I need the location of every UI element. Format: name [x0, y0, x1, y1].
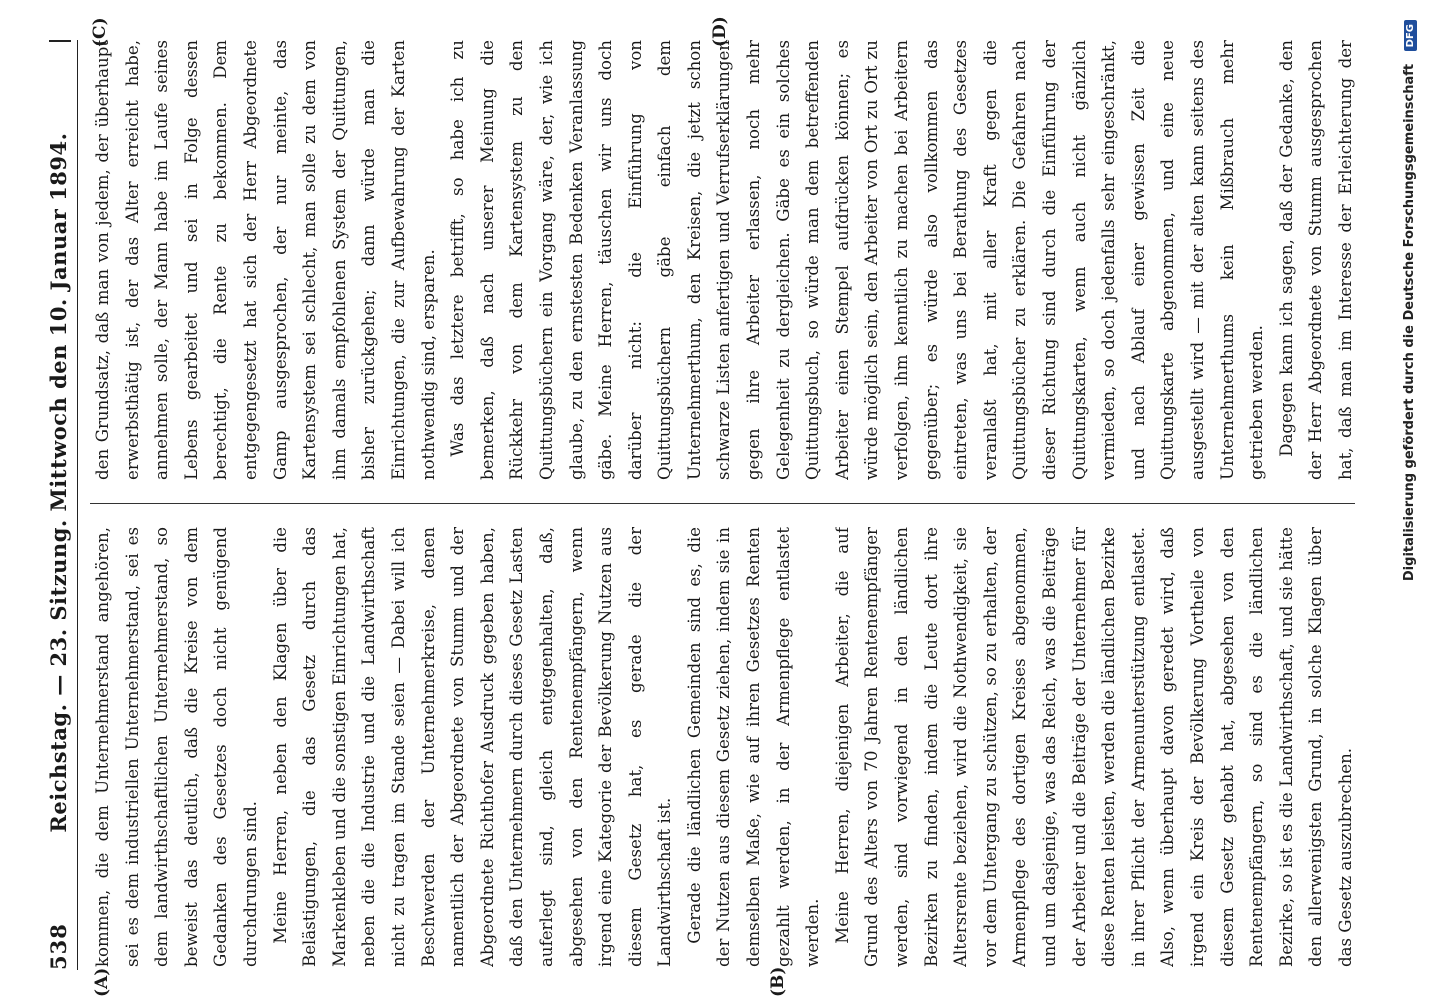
paragraph: Dagegen kann ich sagen, daß der Gedanke, den der Herr Abgeordnete von Stumm ausgesprochen hat, daß man im Interesse der Erleichterung der: [1276, 40, 1355, 480]
digitization-imprint: [1396, 20, 1426, 980]
document-page: [30, 16, 1410, 997]
imprint-text: Digitalisierung gefördert durch die Deutsche Forschungsgemeinschaft: [1402, 63, 1417, 582]
title-separator: —: [46, 674, 71, 696]
column-divider: [90, 503, 1355, 504]
paragraph: Was das letztere betrifft, so habe ich zu bemerken, daß nach unserer Meinung die Rückkehr von dem Kartensystem zu den Quittungsbüchern ein Vorgang wäre, der, wie ich glaube, zu den ernstesten Bedenken Veranlassung gäbe. Meine Herren, täuschen wir uns doch darüber nicht: die Einführung von Quittungsbüchern gäbe einfach dem Unternehmerthum, den Kreisen, die jetzt schon schwarze Listen anfertigen und Verrufserklärungen gegen ihre Arbeiter erlassen, noch mehr Gelegenheit zu dergleichen. Gäbe es ein solches Quittungsbuch, so würde man dem betreffenden Arbeiter einen Stempel aufdrücken können; es würde möglich sein, den Arbeiter von Ort zu Ort zu verfolgen, ihm kenntlich zu machen bei Arbeitern gegenüber; es würde also vollkommen das eintreten, was uns bei Berathung des Gesetzes veranlaßt hat, mit aller Kraft gegen die Quittungsbücher zu erklären. Die Gefahren nach dieser Richtung sind durch die Einführung der Quittungskarten, wenn auch nicht gänzlich vermieden, so doch jedenfalls sehr eingeschränkt, und nach Ablauf einer gewissen Zeit die Quittungskarte abgenommen, und eine neue ausgestellt wird — mit der alten kann seitens des Unternehmerthums kein Mißbrauch mehr getrieben werden.: [448, 40, 1267, 480]
page-header: [38, 40, 78, 970]
paragraph: Meine Herren, neben den Klagen über die Belästigungen, die das Gesetz durch das Markenkleben und die sonstigen Einrichtungen hat, neben die die Industrie und die Landwirthschaft nicht zu tragen im Stande seien — Dabei will ich Beschwerden der Unternehmerkreise, denen namentlich der Abgeordnete von Stumm und der Abgeordnete Richthofer Ausdruck gegeben haben, daß den Unternehmern durch dieses Gesetz Lasten auferlegt sind, gleich entgegenhalten, daß, abgesehen von den Rentenempfängern, wenn irgend eine Kategorie der Bevölkerung Nutzen aus diesem Gesetz hat, es gerade die der Landwirthschaft ist.: [270, 527, 675, 967]
margin-mark-c: (C): [90, 17, 110, 47]
page-number: 538: [46, 923, 71, 970]
paragraph: Gerade die ländlichen Gemeinden sind es, die der Nutzen aus diesem Gesetz ziehen, indem sie in demselben Maße, wie auf ihren Gesetzes Renten gezahlt werden, in der Armenpflege entlastet werden.: [684, 527, 823, 967]
header-rule-mark: [49, 40, 71, 42]
margin-mark-d: (D): [710, 16, 730, 47]
margin-mark-a: (A): [92, 967, 112, 997]
page-title: [46, 133, 71, 833]
text-column-left: [88, 527, 1358, 967]
margin-mark-b: (B): [768, 966, 788, 997]
session-date: Mittwoch den 10. Januar 1894.: [46, 132, 71, 512]
paragraph: kommen, die dem Unternehmerstand angehören, sei es dem industriellen Unternehmerstand, sei es dem landwirthschaftlichen Unternehmerstand, so beweist das deutlich, daß die Kreise von dem Gedanken des Gesetzes doch nicht genügend durchdrungen sind.: [93, 527, 260, 967]
dfg-logo: DFG: [1404, 20, 1417, 51]
session-label: 23. Sitzung.: [46, 519, 71, 667]
institution-name: Reichstag.: [46, 703, 71, 833]
paragraph: Meine Herren, diejenigen Arbeiter, die auf Grund des Alters von 70 Jahren Rentenempfänger werden, sind vorwiegend in den ländlichen Bezirken zu finden, indem die Leute dort ihre Altersrente beziehen, wird die Nothwendigkeit, sie vor dem Untergang zu schützen, so zu erhalten, der Armenpflege des dortigen Kreises abgenommen, und um dasjenige, was das Reich, was die Beiträge der Arbeiter und die Beiträge der Unternehmer für diese Renten leisten, werden die ländlichen Bezirke in ihrer Pflicht der Armenunterstützung entlastet. Also, wenn überhaupt davon geredet wird, daß irgend ein Kreis der Bevölkerung Vortheile von diesem Gesetz gehabt hat, abgesehen von den Rentenempfängern, so sind es die ländlichen Bezirke, so ist es die Landwirthschaft, und sie hätte den allerwenigsten Grund, in solche Klagen über das Gesetz auszubrechen.: [832, 527, 1355, 967]
text-column-right: [88, 40, 1358, 480]
paragraph: den Grundsatz, daß man von jedem, der überhaupt erwerbsthätig ist, der das Alter erreicht habe, annehmen solle, der Mann habe im Laufe seines Lebens gearbeitet und sei in Folge dessen berechtigt, die Rente zu bekommen. Dem entgegengesetzt hat sich der Herr Abgeordnete Gamp ausgesprochen, der nur meinte, das Kartensystem sei schlecht, man solle zu dem von ihm damals empfohlenen System der Quittungen, bisher zurückgehen; dann würde man die Einrichtungen, die zur Aufbewahrung der Karten nothwendig sind, ersparen.: [93, 40, 438, 480]
